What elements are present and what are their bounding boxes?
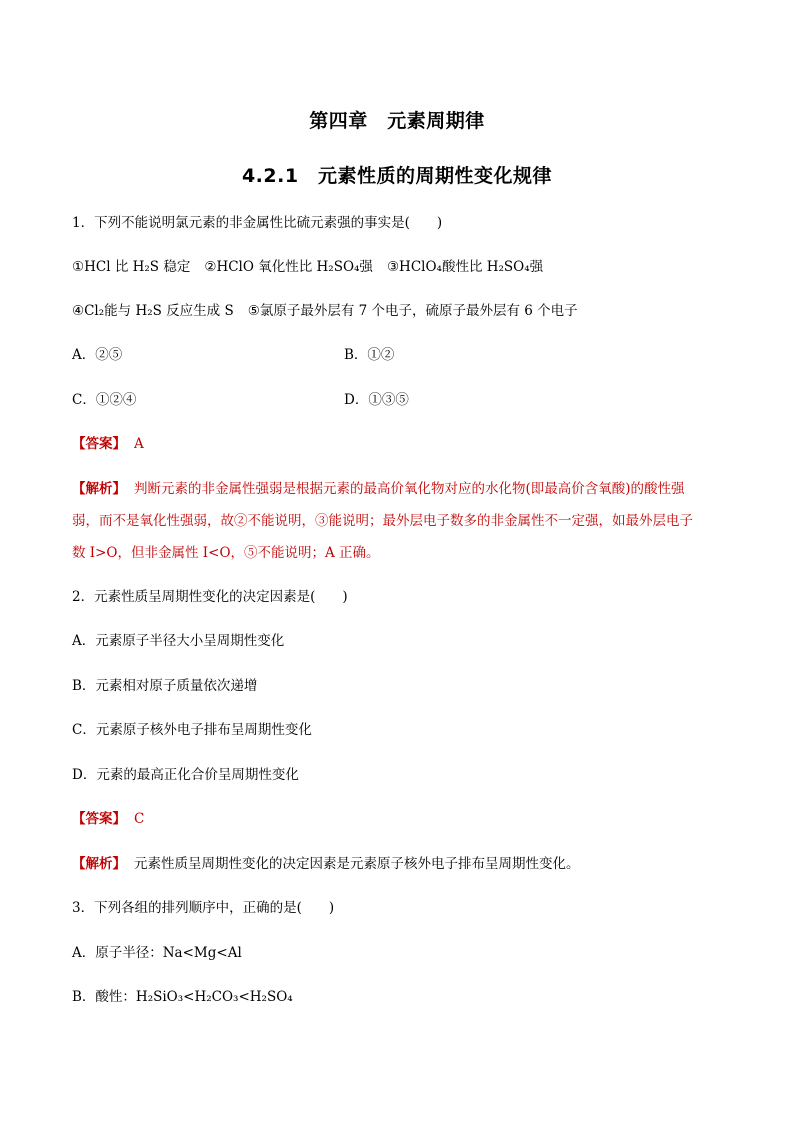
q1-analysis-line2: 弱，而不是氧化性强弱，故②不能说明，③能说明；最外层电子数多的非金属性不一定强，如最外层电子	[72, 513, 693, 529]
chapter-title: 第四章 元素周期律	[309, 110, 485, 132]
q1-item-5: ⑤氯原子最外层有 7 个电子，硫原子最外层有 6 个电子	[247, 303, 578, 319]
q2-option-a: A．元素原子半径大小呈周期性变化	[72, 633, 285, 649]
section-title: 4.2.1 元素性质的周期性变化规律	[241, 165, 553, 187]
answer-tag: 【答案】	[72, 811, 126, 827]
q1-item-2: ②HClO 氧化性比 H₂SO₄强	[204, 259, 373, 275]
q1-item-3: ③HClO₄酸性比 H₂SO₄强	[386, 259, 544, 275]
q1-items-line2	[72, 301, 732, 321]
q3-option-b: B．酸性：H₂SiO₃<H₂CO₃<H₂SO₄	[72, 989, 293, 1005]
analysis-tag: 【解析】	[72, 481, 126, 497]
analysis-text: 判断元素的非金属性强弱是根据元素的最高价氧化物对应的水化物(即最高价含氧酸)的酸性强	[134, 481, 685, 497]
q1-analysis-line3: 数 I>O，但非金属性 I<O，⑤不能说明；A 正确。	[72, 545, 380, 561]
q1-stem: 1．下列不能说明氯元素的非金属性比硫元素强的事实是( )	[72, 215, 443, 231]
q1-option-a: A．②⑤	[72, 347, 123, 363]
q1-option-d: D．①③⑤	[344, 392, 409, 408]
q1-analysis-line1	[72, 479, 732, 499]
answer-tag: 【答案】	[72, 436, 126, 452]
q2-answer	[72, 809, 732, 829]
q2-option-c: C．元素原子核外电子排布呈周期性变化	[72, 722, 312, 738]
q3-stem: 3．下列各组的排列顺序中，正确的是( )	[72, 900, 335, 916]
q1-option-c: C．①②④	[72, 392, 137, 408]
q2-stem: 2．元素性质呈周期性变化的决定因素是( )	[72, 589, 348, 605]
analysis-tag: 【解析】	[72, 856, 126, 872]
q1-item-1: ①HCl 比 H₂S 稳定	[72, 259, 191, 275]
analysis-text: 元素性质呈周期性变化的决定因素是元素原子核外电子排布呈周期性变化。	[134, 856, 580, 872]
answer-value: C	[134, 811, 145, 827]
q3-option-a: A．原子半径：Na<Mg<Al	[72, 945, 242, 961]
q1-item-4: ④Cl₂能与 H₂S 反应生成 S	[72, 303, 234, 319]
q2-option-b: B．元素相对原子质量依次递增	[72, 678, 258, 694]
q1-items-line1	[72, 257, 732, 277]
q1-option-b: B．①②	[344, 347, 395, 363]
q1-answer	[72, 434, 732, 454]
answer-value: A	[134, 436, 144, 452]
q2-analysis	[72, 854, 732, 874]
q2-option-d: D．元素的最高正化合价呈周期性变化	[72, 767, 299, 783]
